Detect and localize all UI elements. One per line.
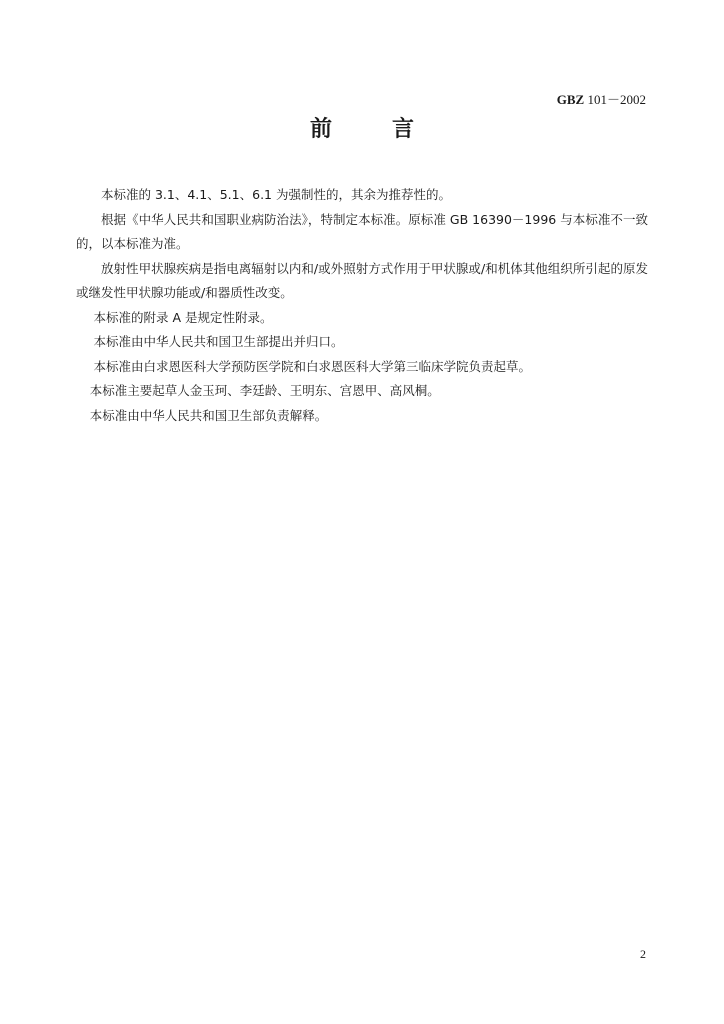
standard-code-prefix: GBZ bbox=[556, 92, 585, 107]
page-number: 2 bbox=[640, 947, 646, 961]
paragraph-interpretation: 本标准由中华人民共和国卫生部负责解释。 bbox=[89, 407, 328, 423]
paragraph-definition: 放射性甲状腺疾病是指电离辐射以内和/或外照射方式作用于甲状腺或/和机体其他组织所引起的原发或继发性甲状腺功能或/和器质性改变。 bbox=[76, 260, 648, 300]
paragraph-legal-basis: 根据《中华人民共和国职业病防治法》，特制定本标准。原标准 GB 16390－1996 与本标准不一致的，以本标准为准。 bbox=[76, 211, 648, 251]
paragraph-drafting-units: 本标准由白求恩医科大学预防医学院和白求恩医科大学第三临床学院负责起草。 bbox=[93, 358, 532, 374]
paragraph-appendix: 本标准的附录 A 是规定性附录。 bbox=[93, 309, 273, 325]
paragraph-drafters: 本标准主要起草人金玉珂、李廷龄、王明东、宫恩甲、高风桐。 bbox=[89, 383, 440, 398]
paragraph-proposer: 本标准由中华人民共和国卫生部提出并归口。 bbox=[93, 334, 344, 349]
paragraph-mandatory-clauses: 本标准的 3.1、4.1、5.1、6.1 为强制性的，其余为推荐性的。 bbox=[101, 187, 451, 202]
page-title: 前言 bbox=[309, 117, 474, 142]
standard-code-number: 101－2002 bbox=[584, 92, 646, 107]
document-body bbox=[76, 183, 648, 428]
standard-code bbox=[557, 89, 646, 108]
